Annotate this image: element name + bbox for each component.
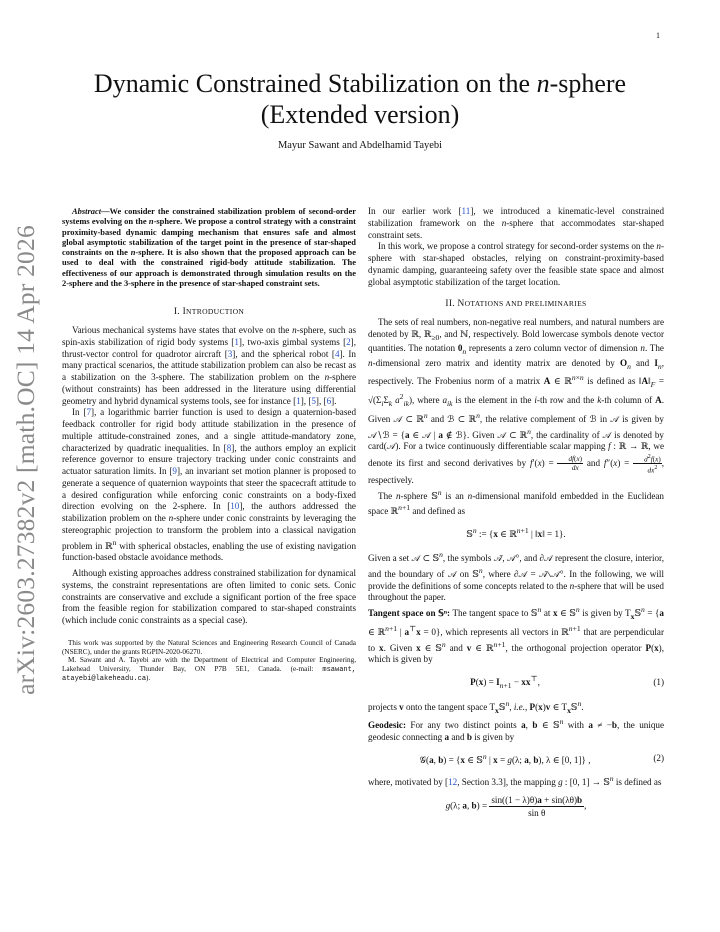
footnote-affiliation: M. Sawant and A. Tayebi are with the Department of Electrical and Computer Engineering, Lakehead University, Thunder Bay, ON P7B 5E1, Canada. (e-mail: msawant, atayebi@lakeheadu.ca). <box>62 656 356 684</box>
sphere-definition-equation: 𝕊$^n$ := {x ∈ ℝ$^{n+1}$ | ‖x‖ = 1}. <box>466 526 566 540</box>
intro-paragraph-3: Although existing approaches address constrained stabilization for dynamical systems, the constraint representations are often limited to conic sets. Conic constraints are conservative and exclude a significant portion of the free space from the feasible region for stabilization compared to star-shaped constraints (which include conic constraints as a special case). <box>62 568 356 626</box>
abstract: Abstract—We consider the constrained stabilization problem of second-order systems evolving on the n-sphere. We propose a control strategy with a constraint proximity-based dynamic damping mechanism that ensures safe and almost global asymptotic stabilization of the target point in the presence of star-shaped constraints on the n-sphere. It is also shown that the proposed approach can be used to deal with the constrained rigid-body attitude stabilization. The effectiveness of our approach is demonstrated through simulation results on the 2-sphere and the 3-sphere in the presence of star-shaped constraint sets. <box>62 206 356 289</box>
right-column <box>368 206 664 819</box>
closure-paragraph: Given a set 𝒜 ⊂ 𝕊$^n$, the symbols 𝒜̄, 𝒜°, and ∂𝒜 represent the closure, interior, and the boundary of 𝒜 on 𝕊$^n$, where ∂𝒜 = 𝒜̄∖𝒜°. In the following, we will provide the definitions of some concepts related to the n-sphere that will be used throughout the paper. <box>368 550 665 603</box>
mapping-paragraph: where, motivated by [12, Section 3.3], the mapping g : [0, 1] → 𝕊$^n$ is defined as <box>368 773 662 787</box>
title-line-1: Dynamic Constrained Stabilization on the n-sphere <box>93 69 627 98</box>
tangent-space-label: Tangent space on 𝕊ⁿ: <box>368 608 451 619</box>
arxiv-stamp-text: arXiv:2603.27382v2 [math.OC] 14 Apr 2026 <box>11 225 40 695</box>
arxiv-stamp <box>6 225 46 695</box>
intro-paragraph-2: In [7], a logarithmic barrier function is used to design a quaternion-based feedback controller for rigid body attitude stabilization in the presence of multiple attitude-constrained zones, and a single attitude-mandatory zone, characterized by quadratic inequalities. In [8], the authors employ an explicit reference governor to ensure trajectory tracking under conic constraints and actuator saturation limits. In [9], an invariant set motion planner is proposed to generate a sequence of quaternion waypoints that steer the spacecraft attitude to a desired configuration while enforcing conic constraints on a body-fixed direction evolving on the 2-sphere. In [10], the authors addressed the stabilization problem on the n-sphere under conic constraints by leveraging the stereographic projection to transform the problem into a classical navigation problem in ℝ$^n$ with spherical obstacles, enabling the use of existing navigation function-based obstacle avoidance methods. <box>62 407 357 563</box>
section-title-notations: II. NOTATIONS AND PRELIMINARIES <box>445 299 587 310</box>
notation-paragraph: The sets of real numbers, non-negative real numbers, and natural numbers are denoted by ℝ, ℝ$_{\ge 0}$, and ℕ, respectively. Bold lowercase symbols denote vector quantities. The notation $0_n$ represents a zero column vector of dimension n. The n-dimensional zero matrix and identity matrix are denoted by $O_n$ and $I_n$, respectively. The Frobenius norm of a matrix A ∈ ℝ$^{n\times n}$ is defined as $‖A‖_F = √(\Sigma_i\Sigma_k$ $a^2_{ik}$), where $a_{ik}$ is the element in the i-th row and the k-th column of A. Given 𝒜 ⊂ ℝ$^n$ and ℬ ⊂ ℝ$^n$, the relative complement of ℬ in 𝒜 is given by 𝒜∖ℬ = {a ∈ 𝒜 | a ∉ ℬ}. Given 𝒜 ⊂ ℝ$^n$, the cardinality of 𝒜 is denoted by card(𝒜). For a twice continuously differentiable scalar mapping f : ℝ → ℝ, we denote its first and second derivatives by f′(x) = $\frac{df(x)}{dx}$ and f″(x) = $\frac{d^2f(x)}{dx^2}$ , respectively. <box>368 317 665 485</box>
abstract-label: Abstract <box>72 206 102 216</box>
right-paragraph-2: In this work, we propose a control strategy for second-order systems on the n-sphere with star-shaped obstacles, relying on constraint-proximity-based dynamic damping, guaranteeing safety over the feasible state space and almost global asymptotic stabilization of the target location. <box>368 241 664 287</box>
equation-1: $P(x) = I_{n+1} - xx^⊤$, (1) <box>470 674 664 690</box>
mapping-equation: g(λ; a, b) = $\frac{\sin((1 - \lambda)\theta)a + \sin(\lambda\theta)b}{\text{sin θ}}$ , <box>445 795 587 819</box>
tangent-space-paragraph: Tangent space on 𝕊ⁿ: The tangent space to 𝕊$^n$ at x ∈ 𝕊$^n$ is given by $T_x𝕊^n = \{a$ ∈ ℝ$^{n+1}$ | a⊤x = 0}, which represents all vectors in ℝ$^{n+1}$ that are perpendicular to x. Given x ∈ 𝕊$^n$ and v ∈ ℝ$^{n+1}$, the orthogonal projection operator P(x), which is given by <box>368 605 665 665</box>
sphere-definition-paragraph: The n-sphere 𝕊$^n$ is an n-dimensional manifold embedded in the Euclidean space ℝ$^{n+1}$ and defined as <box>368 487 664 517</box>
footnote-emails: msawant, atayebi@lakeheadu.ca <box>62 665 356 684</box>
page-number: 1 <box>656 31 660 40</box>
geodesic-label: Geodesic: <box>368 720 407 731</box>
left-column <box>62 206 356 684</box>
title-line-2: (Extended version) <box>260 100 460 129</box>
footnote-funding: This work was supported by the Natural Sciences and Engineering Research Council of Canada (NSERC), under the grants RGPIN-2020-06270. <box>62 638 356 656</box>
equation-1-number: (1) <box>653 676 664 687</box>
equation-2: 𝒢(a, b) = {x ∈ 𝕊$^n$ | x = g(λ; a, b), λ ∈ [0, 1]} , (2) <box>419 751 664 765</box>
authors: Mayur Sawant and Abdelhamid Tayebi <box>277 140 443 151</box>
intro-paragraph-1: Various mechanical systems have states that evolve on the n-sphere, such as spin-axis stabilization of rigid body systems [1], two-axis gimbal systems [2], thrust-vector control for quadrotor aircraft [3], and the spherical robot [4]. In many practical scenarios, the attitude stabilization problem can also be recast as a stabilization on the 3-sphere. The stabilization problem on the n-sphere (without constraints) has been addressed in the literature using differential geometry and hybrid dynamical systems tools, see for instance [1], [5], [6]. <box>62 325 356 406</box>
right-paragraph-1: In our earlier work [11], we introduced a kinematic-level constrained stabilization framework on the n-sphere that accommodates star-shaped constraint sets. <box>368 206 665 240</box>
projection-paragraph: projects v onto the tangent space $T_x𝕊^n$, i.e., P(x)v ∈ $T_x𝕊^n$. <box>368 698 584 715</box>
equation-2-number: (2) <box>653 752 664 763</box>
footnotes <box>62 639 356 684</box>
geodesic-paragraph: Geodesic: For any two distinct points a, b ∈ 𝕊$^n$ with a ≠ −b, the unique geodesic connecting a and b is given by <box>368 717 665 743</box>
section-title-introduction: I. INTRODUCTION <box>173 307 245 318</box>
